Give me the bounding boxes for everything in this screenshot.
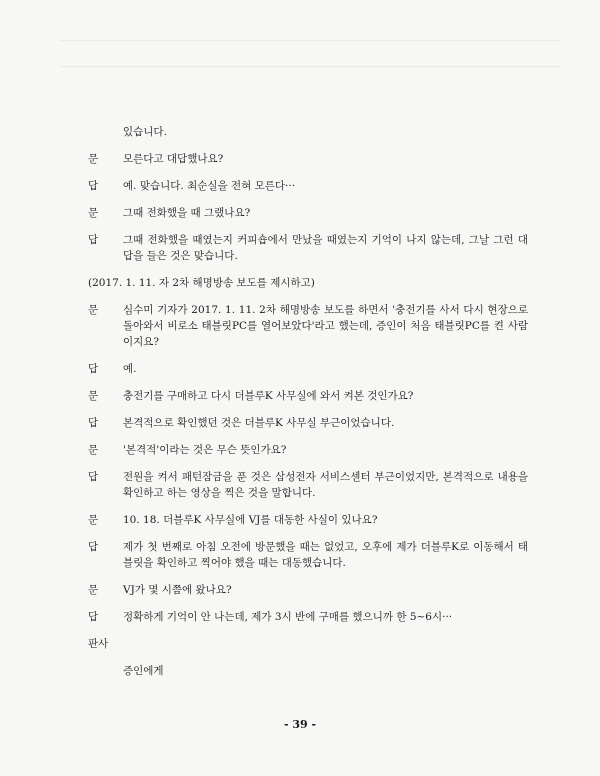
speaker-label: 답 xyxy=(88,611,99,623)
speaker-label xyxy=(88,663,123,679)
scan-artifact-line xyxy=(60,40,560,41)
speaker-label: 문 xyxy=(88,304,99,316)
transcript-line xyxy=(88,205,528,221)
utterance-text: 10. 18. 더블루K 사무실에 VJ를 대동한 사실이 있나요? xyxy=(123,514,378,526)
speaker-label: 판사 xyxy=(88,638,109,650)
utterance-text: 모른다고 대답했나요? xyxy=(123,153,224,165)
utterance-text: 증인에게 xyxy=(123,665,164,677)
transcript-line xyxy=(88,275,528,291)
transcript-line xyxy=(88,582,528,598)
speaker-label: 문 xyxy=(88,584,99,596)
transcript-body xyxy=(88,124,528,690)
transcript-line xyxy=(88,124,528,140)
speaker-label: 문 xyxy=(88,444,99,456)
utterance-text: 정확하게 기억이 안 나는데, 제가 3시 반에 구매를 했으니까 한 5~6시··· xyxy=(123,611,453,623)
transcript-line xyxy=(88,232,528,264)
page-number: - 39 - xyxy=(283,718,317,731)
transcript-line xyxy=(88,512,528,528)
speaker-label: 답 xyxy=(88,541,99,553)
transcript-line xyxy=(88,469,528,501)
speaker-label: 문 xyxy=(88,514,99,526)
scan-artifact-line xyxy=(60,66,560,67)
exhibit-note: (2017. 1. 11. 자 2차 해명방송 보도를 제시하고) xyxy=(88,277,315,289)
transcript-line xyxy=(88,636,528,652)
transcript-line xyxy=(88,151,528,167)
utterance-text: 예. 맞습니다. 최순실을 전혀 모른다··· xyxy=(123,180,296,192)
utterance-text: 전원을 켜서 패턴잠금을 푼 것은 삼성전자 서비스센터 부근이었지만, 본격적으로 내용을 확인하고 하는 영상을 찍은 것을 말합니다. xyxy=(123,471,528,499)
utterance-text: 본격적으로 확인했던 것은 더블루K 사무실 부근이었습니다. xyxy=(123,417,395,429)
transcript-line xyxy=(88,442,528,458)
speaker-label: 답 xyxy=(88,234,99,246)
transcript-line xyxy=(88,361,528,377)
transcript-line xyxy=(88,388,528,404)
transcript-line xyxy=(88,539,528,571)
speaker-label: 문 xyxy=(88,153,99,165)
speaker-label: 답 xyxy=(88,180,99,192)
utterance-text: 그때 전화했을 때 그랬나요? xyxy=(123,207,251,219)
speaker-label xyxy=(88,124,123,140)
transcript-line xyxy=(88,178,528,194)
speaker-label: 답 xyxy=(88,363,99,375)
transcript-line xyxy=(88,415,528,431)
speaker-label: 답 xyxy=(88,471,99,483)
utterance-text: 예. xyxy=(123,363,137,375)
utterance-text: 충전기를 구매하고 다시 더블루K 사무실에 와서 켜본 것인가요? xyxy=(123,390,414,402)
speaker-label: 문 xyxy=(88,390,99,402)
transcript-line xyxy=(88,609,528,625)
transcript-line xyxy=(88,663,528,679)
transcript-line xyxy=(88,302,528,350)
utterance-text: 있습니다. xyxy=(123,126,167,138)
speaker-label: 문 xyxy=(88,207,99,219)
utterance-text: 그때 전화했을 때였는지 커피숍에서 만났을 때였는지 기억이 나지 않는데, 그날 그런 대답을 들은 것은 맞습니다. xyxy=(123,234,528,262)
utterance-text: 심수미 기자가 2017. 1. 11. 2차 해명방송 보도를 하면서 '충전기를 사서 다시 현장으로 돌아와서 비로소 태블릿PC를 열어보았다'라고 했는데, 증인이 처음 태블릿PC를 켠 사람이지요? xyxy=(123,304,528,348)
utterance-text: 제가 첫 번째로 아침 오전에 방문했을 때는 없었고, 오후에 제가 더블루K로 이동해서 태블릿을 확인하고 찍어야 했을 때는 대동했습니다. xyxy=(123,541,528,569)
utterance-text: VJ가 몇 시쯤에 왔나요? xyxy=(123,584,232,596)
utterance-text: '본격적'이라는 것은 무슨 뜻인가요? xyxy=(123,444,287,456)
speaker-label: 답 xyxy=(88,417,99,429)
